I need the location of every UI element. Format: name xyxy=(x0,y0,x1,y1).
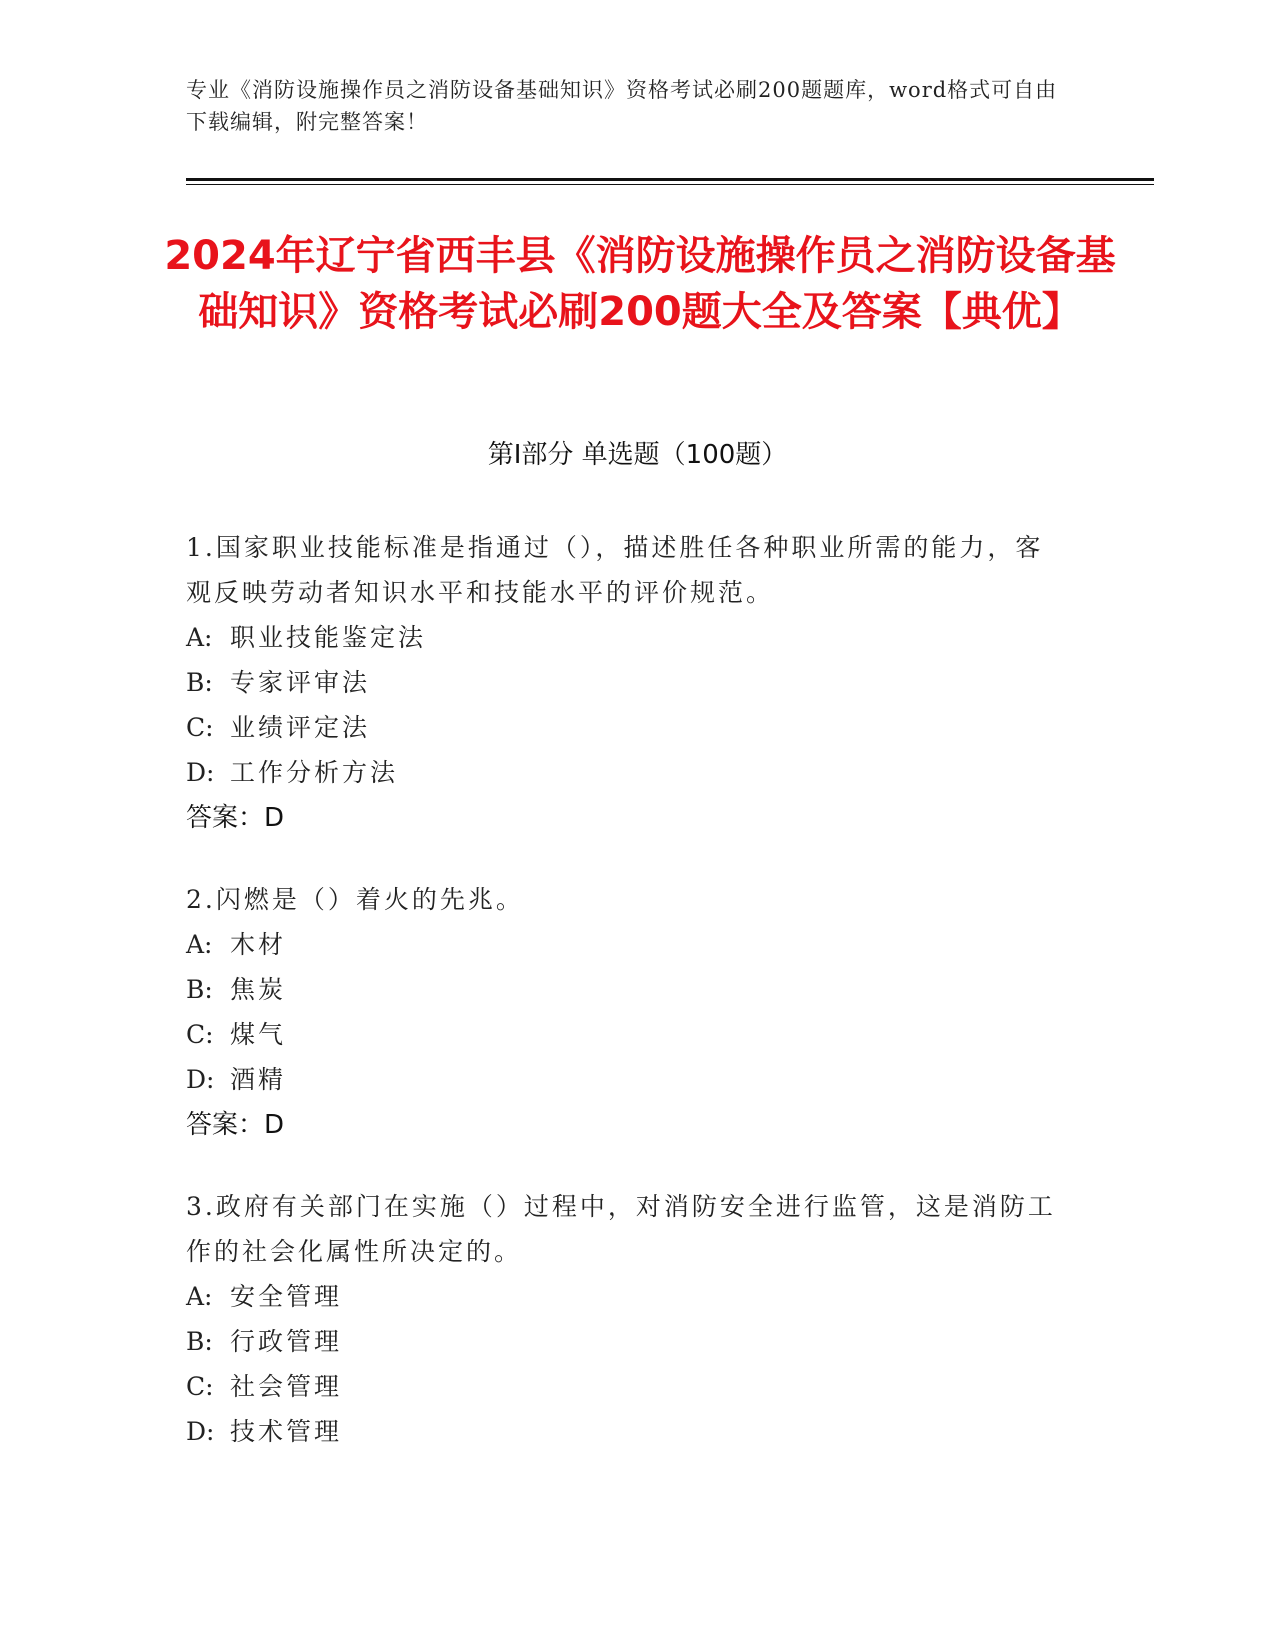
document-title: 2024年辽宁省西丰县《消防设施操作员之消防设备基础知识》资格考试必刷200题大全及答案【典优】 xyxy=(164,233,1116,335)
option-text: 煤气 xyxy=(230,1020,287,1049)
option-b xyxy=(186,660,1066,705)
question-stem: 3.政府有关部门在实施（）过程中，对消防安全进行监管，这是消防工作的社会化属性所决定的。 xyxy=(186,1192,1056,1266)
option-text: 职业技能鉴定法 xyxy=(230,623,427,652)
option-c xyxy=(186,705,1066,750)
option-c xyxy=(186,1364,1066,1409)
option-text: 木材 xyxy=(230,930,287,959)
answer-line: 答案：D xyxy=(186,1110,285,1140)
section-title: 第I部分 单选题（100题） xyxy=(487,440,788,470)
option-a xyxy=(186,615,1066,660)
option-text: 焦炭 xyxy=(230,975,287,1004)
question-item xyxy=(186,525,1066,841)
answer-line: 答案：D xyxy=(186,803,285,833)
option-letter: D: xyxy=(186,758,215,787)
option-letter: A: xyxy=(186,930,213,959)
option-letter: B: xyxy=(186,1327,213,1356)
option-d xyxy=(186,750,1066,795)
option-text: 酒精 xyxy=(230,1065,287,1094)
option-text: 工作分析方法 xyxy=(230,758,399,787)
option-letter: D: xyxy=(186,1065,215,1094)
option-b xyxy=(186,1319,1066,1364)
option-a xyxy=(186,1274,1066,1319)
option-d xyxy=(186,1057,1066,1102)
option-letter: B: xyxy=(186,975,213,1004)
question-list xyxy=(186,525,1066,1490)
option-text: 社会管理 xyxy=(230,1372,343,1401)
option-text: 业绩评定法 xyxy=(230,713,371,742)
option-b xyxy=(186,967,1066,1012)
option-c xyxy=(186,1012,1066,1057)
header-divider-thick xyxy=(186,178,1154,181)
question-stem: 2.闪燃是（）着火的先兆。 xyxy=(186,885,524,914)
question-stem: 1.国家职业技能标准是指通过（），描述胜任各种职业所需的能力，客观反映劳动者知识水平和技能水平的评价规范。 xyxy=(186,533,1044,607)
header-note: 专业《消防设施操作员之消防设备基础知识》资格考试必刷200题题库，word格式可自由下载编辑，附完整答案！ xyxy=(186,78,1058,134)
question-item xyxy=(186,1184,1066,1454)
option-letter: C: xyxy=(186,1020,214,1049)
header-divider-thin xyxy=(186,184,1154,185)
option-letter: A: xyxy=(186,1282,213,1311)
option-d xyxy=(186,1409,1066,1454)
option-letter: C: xyxy=(186,713,214,742)
option-letter: D: xyxy=(186,1417,215,1446)
option-text: 行政管理 xyxy=(230,1327,343,1356)
option-letter: B: xyxy=(186,668,213,697)
option-text: 技术管理 xyxy=(230,1417,343,1446)
option-a xyxy=(186,922,1066,967)
option-letter: C: xyxy=(186,1372,214,1401)
option-letter: A: xyxy=(186,623,213,652)
option-text: 安全管理 xyxy=(230,1282,343,1311)
question-item xyxy=(186,877,1066,1148)
option-text: 专家评审法 xyxy=(230,668,371,697)
